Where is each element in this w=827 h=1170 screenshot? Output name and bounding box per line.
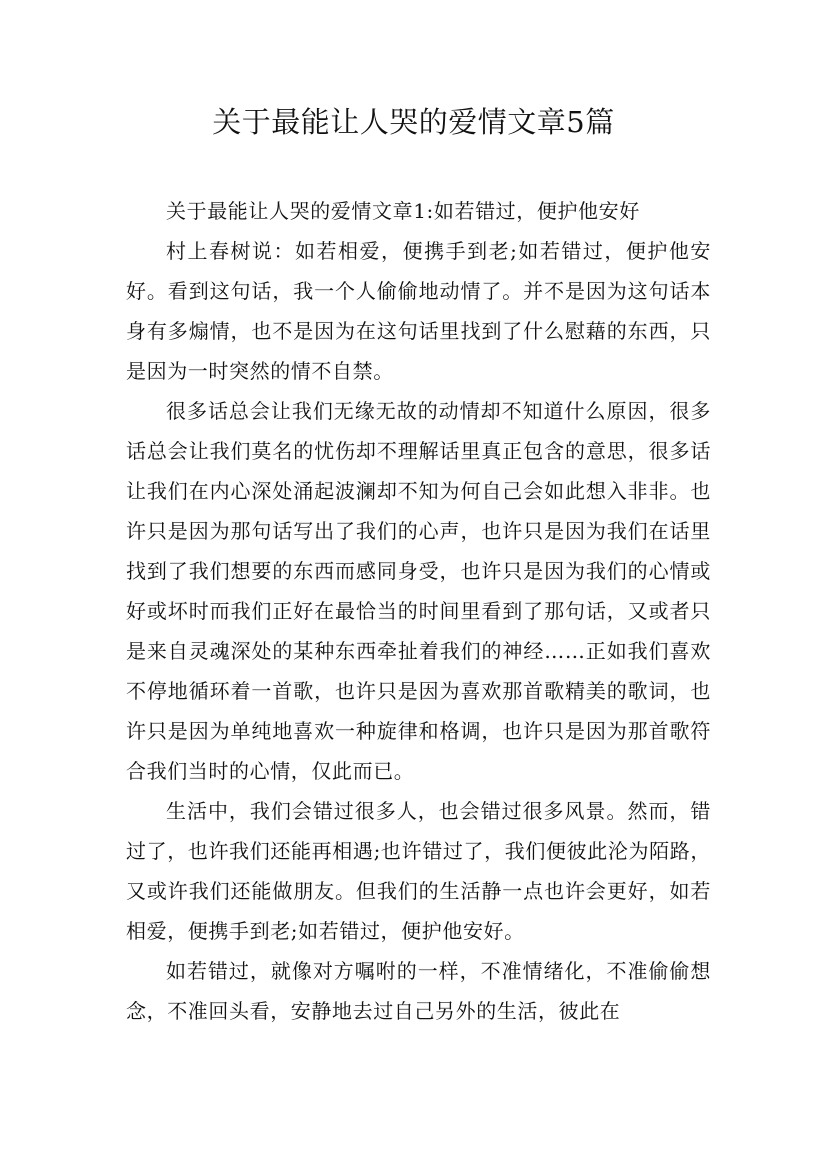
document-body — [126, 191, 711, 1031]
paragraph: 生活中，我们会错过很多人，也会错过很多风景。然而，错过了，也许我们还能再相遇;也许错过了，我们便彼此沦为陌路，又或许我们还能做朋友。但我们的生活静一点也许会更好，如若相爱，便携手到老;如若错过，便护他安好。 — [126, 799, 711, 943]
paragraph: 如若错过，就像对方嘱咐的一样，不准情绪化，不准偷偷想念，不准回头看，安静地去过自己另外的生活，彼此在 — [126, 959, 711, 1023]
document-title: 关于最能让人哭的爱情文章5篇 — [212, 105, 615, 139]
paragraph-subtitle: 关于最能让人哭的爱情文章1:如若错过，便护他安好 — [166, 199, 640, 223]
paragraph: 很多话总会让我们无缘无故的动情却不知道什么原因，很多话总会让我们莫名的忧伤却不理解话里真正包含的意思，很多话让我们在内心深处涌起波澜却不知为何自己会如此想入非非。也许只是因为那句话写出了我们的心声，也许只是因为我们在话里找到了我们想要的东西而感同身受，也许只是因为我们的心情或好或坏时而我们正好在最恰当的时间里看到了那句话，又或者只是来自灵魂深处的某种东西牵扯着我们的神经……正如我们喜欢不停地循环着一首歌，也许只是因为喜欢那首歌精美的歌词，也许只是因为单纯地喜欢一种旋律和格调，也许只是因为那首歌符合我们当时的心情，仅此而已。 — [126, 399, 711, 783]
paragraph: 村上春树说：如若相爱，便携手到老;如若错过，便护他安好。看到这句话，我一个人偷偷地动情了。并不是因为这句话本身有多煽情，也不是因为在这句话里找到了什么慰藉的东西，只是因为一时突然的情不自禁。 — [126, 239, 711, 383]
